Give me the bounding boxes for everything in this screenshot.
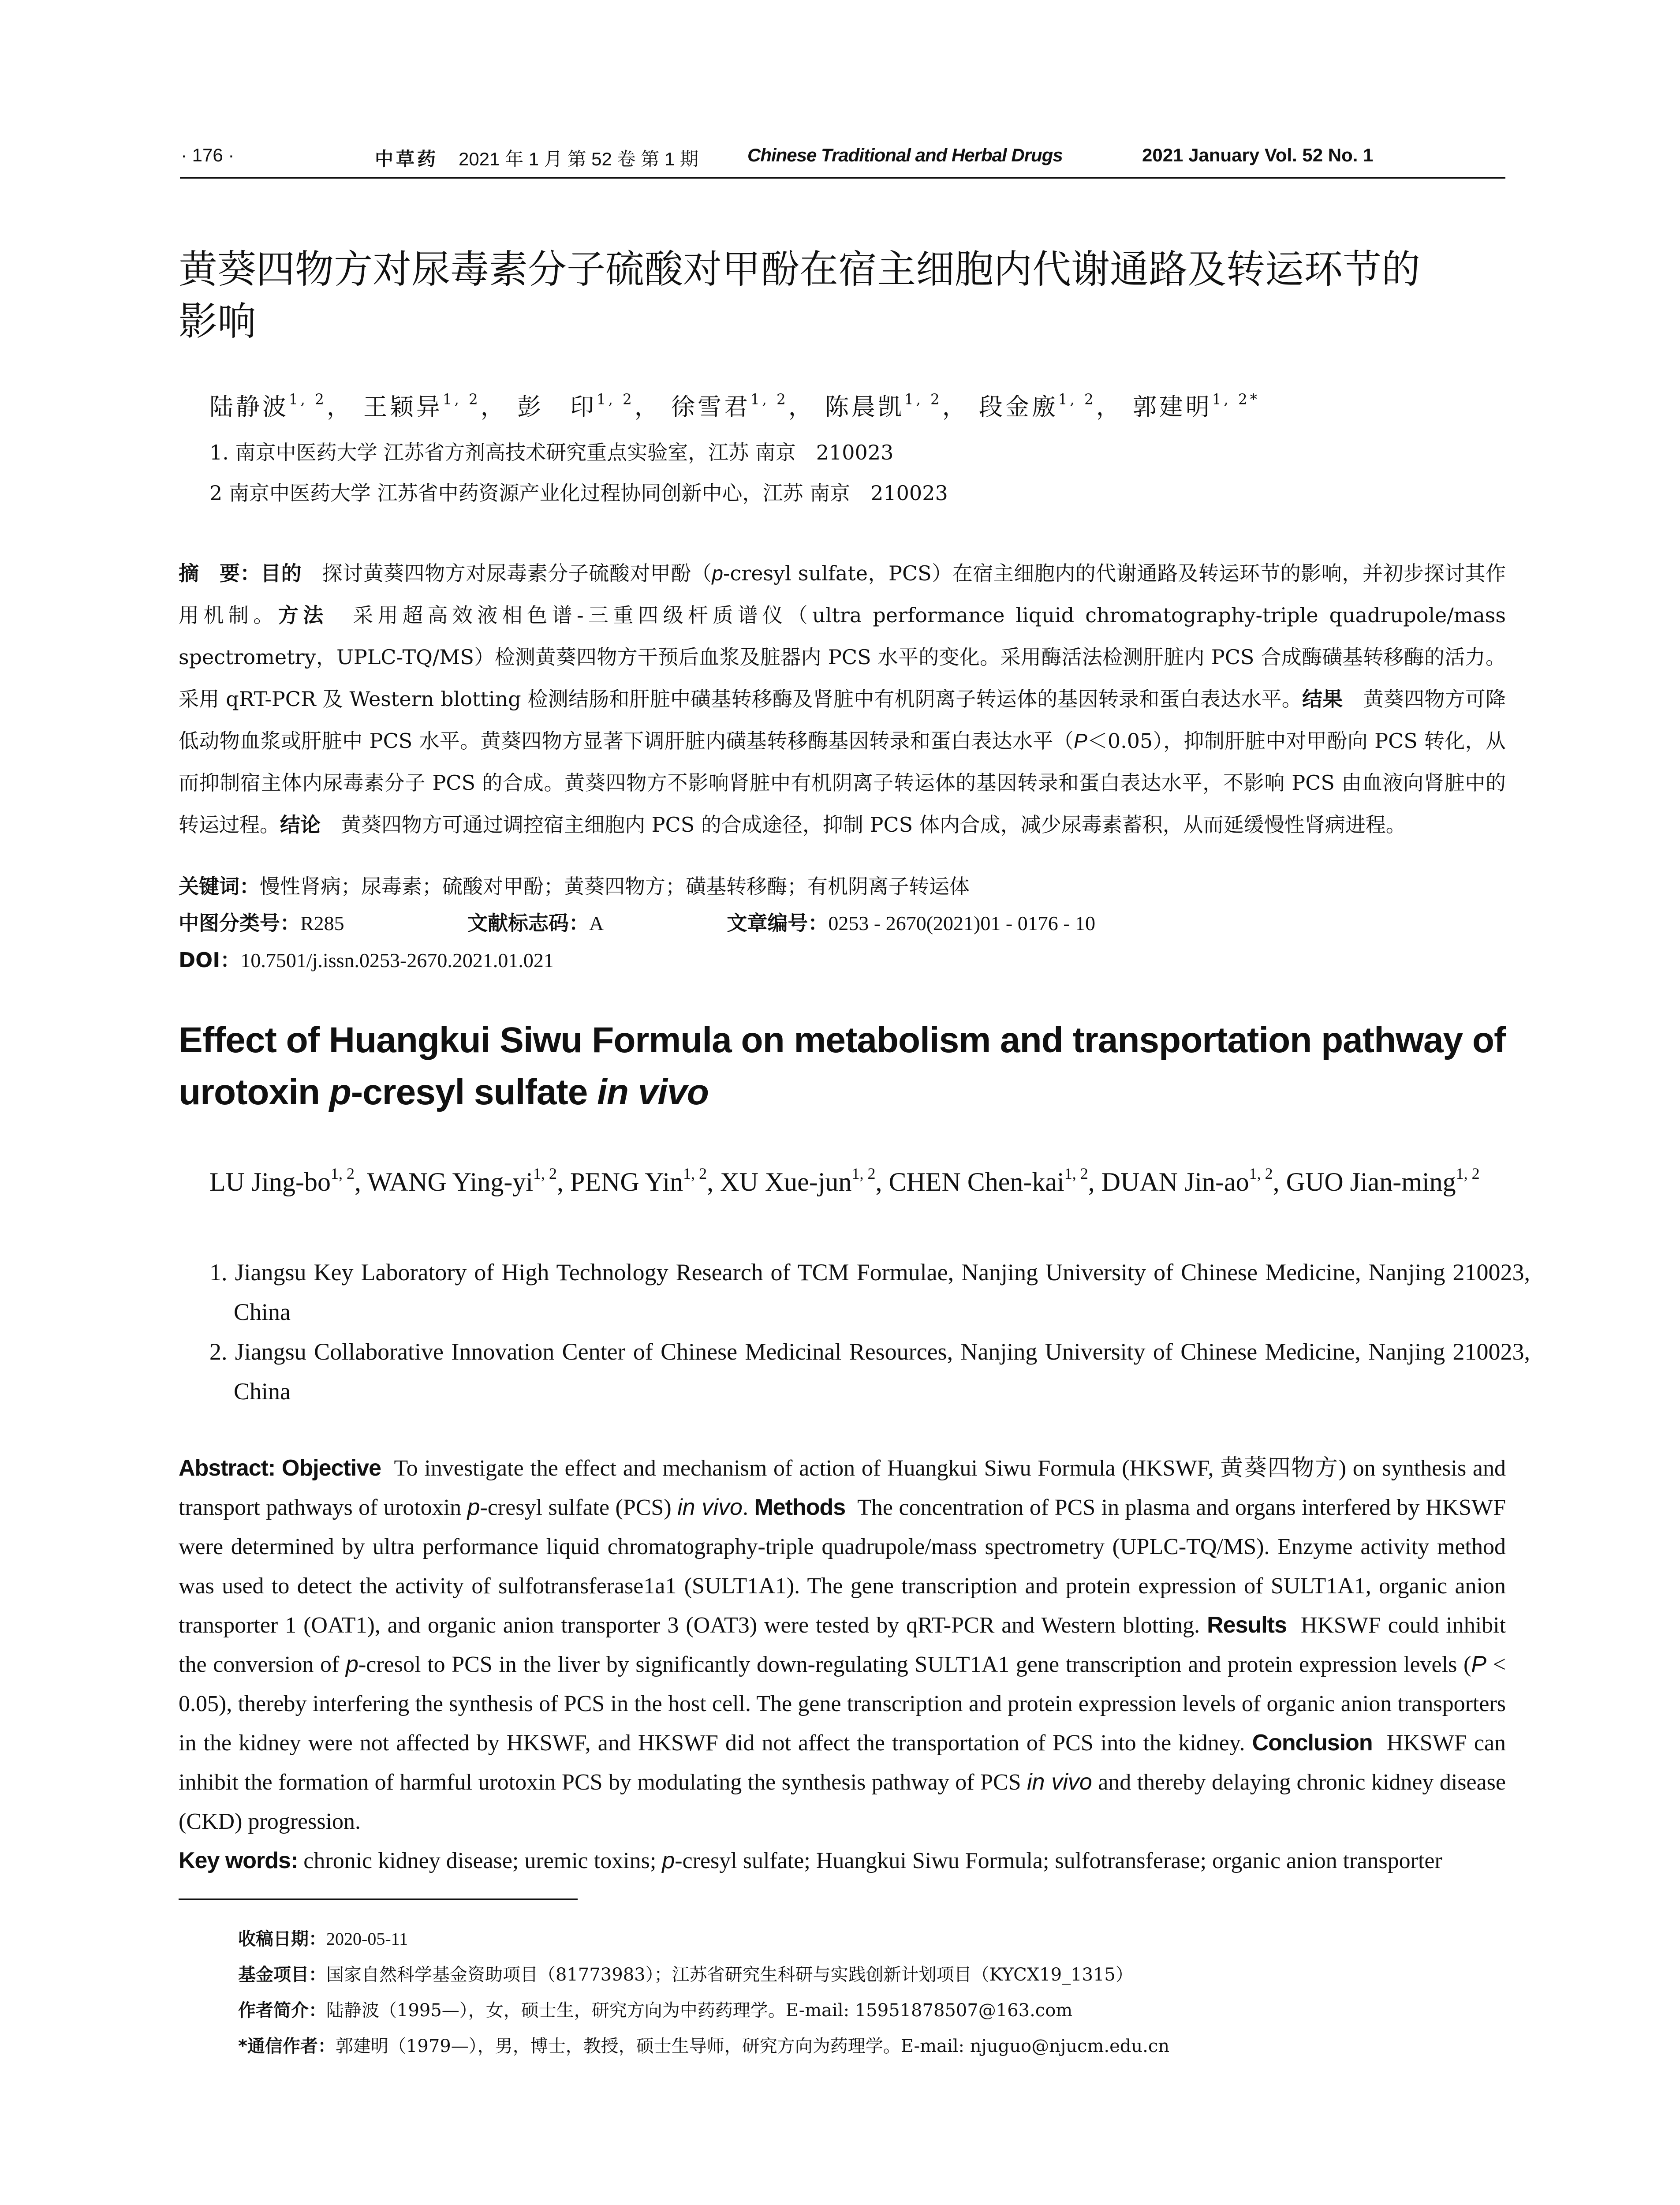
journal-name-cn: 中草药 <box>375 148 439 170</box>
footnote-text: 陆静波（1995—），女，硕士生，研究方向为中药药理学。E-mail: 15951878507@163.com <box>326 2000 1073 2021</box>
article-no-value: 0253 - 2670(2021)01 - 0176 - 10 <box>828 912 1096 934</box>
journal-name-en: Chinese Traditional and Herbal Drugs <box>747 145 1063 165</box>
en-keywords-text: chronic kidney disease; uremic toxins; <box>298 1848 662 1873</box>
cn-author: 郭建明 <box>1132 393 1212 421</box>
cn-conclusion-text: 黄葵四物方可通过调控宿主细胞内 PCS 的合成途径，抑制 PCS 体内合成，减少尿毒素蓄积，从而延缓慢性肾病进程。 <box>341 813 1406 837</box>
author-sup: 1, 2 <box>289 391 327 408</box>
author-sup: 1, 2 <box>1456 1165 1480 1182</box>
author-sup: 1, 2* <box>1212 391 1260 408</box>
en-affiliation-2: 2. Jiangsu Collaborative Innovation Center of Chinese Medicinal Resources, Nanjing University of Chinese Medicine, Nanjing 210023, China <box>209 1338 1530 1405</box>
in-vivo: in vivo <box>677 1495 743 1520</box>
en-author: LU Jing-bo <box>209 1167 331 1196</box>
italic-P: P <box>1471 1652 1486 1677</box>
en-keywords-text-b: -cresyl sulfate; Huangkui Siwu Formula; sulfotransferase; organic anion transporter <box>675 1848 1442 1873</box>
article-no-label: 文章编号： <box>727 911 829 935</box>
en-objective-text-b: -cresyl sulfate (PCS) <box>480 1495 678 1520</box>
footnote-label: 收稿日期： <box>238 1929 326 1949</box>
author-sup: 1, 2 <box>904 391 942 408</box>
en-title-text: Effect of Huangkui Siwu Formula on metabolism and transportation pathway of urotoxin <box>179 1020 1506 1112</box>
cn-objective-label: 目的 <box>261 561 302 585</box>
header-rule <box>180 177 1505 179</box>
clc-label: 中图分类号： <box>179 911 300 935</box>
en-authors: LU Jing-bo$^{1, 2}$, WANG Ying-yi$^{1, 2}$, PENG Yin$^{1, 2}$, XU Xue-jun$^{1, 2}$, CHEN Chen-kai$^{1, 2}$, DUAN Jin-ao$^{1, 2}$, GUO Jian-ming$^{1, 2}$ <box>209 1165 1480 1196</box>
en-title-in-vivo: in vivo <box>597 1072 709 1112</box>
cn-keywords <box>179 871 1506 902</box>
footnote-received <box>238 1925 408 1950</box>
en-title <box>179 1014 1506 1118</box>
footnote-text: 国家自然科学基金资助项目（81773983）；江苏省研究生科研与实践创新计划项目（KYCX19_1315） <box>326 1965 1133 1985</box>
doi-label: DOI： <box>179 948 241 972</box>
clc-value: R285 <box>300 912 344 934</box>
cn-title-line1: 黄葵四物方对尿毒素分子硫酸对甲酚在宿主细胞内代谢通路及转运环节的 <box>179 247 1421 292</box>
cn-results-text-b: ＜0.05），抑制肝脏中对甲酚向 PCS 转化，从而抑制宿主体内尿毒素分子 PCS 的合成。黄葵四物方不影响肾脏中有机阴离子转运体的基因转录和蛋白表达水平，不影响 PCS 由血液向肾脏中的转运过程。 <box>179 729 1506 837</box>
period: . <box>742 1495 748 1520</box>
en-methods-text: The concentration of PCS in plasma and organs interfered by HKSWF were determined by ultra performance liquid chromatography-triple quadrupole/mass spectrometry (UPLC-TQ/MS). Enzyme activity method was used to detect the activity of sulfotransferase1a1 (SULT1A1). The gene transcription and protein expression of SULT1A1, organic anion transporter 1 (OAT1), and organic anion transporter 3 (OAT3) were tested by qRT-PCR and Western blotting. <box>179 1495 1506 1638</box>
cn-author: 陆静波 <box>209 393 289 421</box>
footnote-author-bio <box>238 1996 1072 2022</box>
cn-affiliation-2: 2 南京中医药大学 江苏省中药资源产业化过程协同创新中心，江苏 南京 210023 <box>209 481 948 505</box>
cn-methods-label: 方法 <box>278 603 328 627</box>
en-objective-label: Objective <box>281 1455 381 1481</box>
en-author: XU Xue-jun <box>720 1167 852 1196</box>
author-sup: 1, 2 <box>533 1165 557 1182</box>
en-conclusion-text: HKSWF can inhibit the formation of harmful urotoxin PCS by modulating the synthesis pathway of PCS <box>179 1730 1506 1795</box>
cn-title-line2: 影响 <box>179 299 257 344</box>
en-author: GUO Jian-ming <box>1286 1167 1456 1196</box>
en-results-text-b: -cresol to PCS in the liver by significantly down-regulating SULT1A1 gene transcription and protein expression levels ( <box>358 1652 1471 1677</box>
footnote-funding <box>238 1961 1133 1986</box>
footnote-label: *通信作者： <box>238 2036 336 2056</box>
en-affiliation-1: 1. Jiangsu Key Laboratory of High Technology Research of TCM Formulae, Nanjing University of Chinese Medicine, Nanjing 210023, China <box>209 1259 1530 1325</box>
en-abstract-label: Abstract: <box>179 1455 276 1481</box>
en-author: WANG Ying-yi <box>367 1167 533 1196</box>
en-results-label: Results <box>1207 1612 1287 1638</box>
author-sup: 1, 2 <box>1064 1165 1088 1182</box>
author-sup: 1, 2 <box>851 1165 876 1182</box>
cn-abstract <box>179 553 1506 846</box>
cn-author: 陈晨凯 <box>825 393 904 421</box>
en-keywords-label: Key words: <box>179 1848 298 1873</box>
cn-abstract-label: 摘 要： <box>179 561 261 585</box>
cn-author: 王颖异 <box>363 393 443 421</box>
cn-results-label: 结果 <box>1302 687 1343 711</box>
cn-title <box>179 243 1506 348</box>
cn-keywords-text: 慢性肾病；尿毒素；硫酸对甲酚；黄葵四物方；磺基转移酶；有机阴离子转运体 <box>260 875 970 898</box>
italic-P: P <box>1074 729 1087 752</box>
italic-p: p <box>662 1848 675 1873</box>
en-author: CHEN Chen-kai <box>889 1167 1064 1196</box>
en-objective-text: To investigate the effect and mechanism of action of Huangkui Siwu Formula (HKSWF, 黄葵四物方) on synthesis and transport pathways of urotoxin <box>179 1456 1506 1520</box>
cn-conclusion-label: 结论 <box>280 813 321 837</box>
en-abstract <box>179 1449 1506 1880</box>
footnote-rule <box>179 1899 578 1900</box>
cn-objective-text-b: -cresyl sulfate，PCS）在宿主细胞内的代谢通路及转运环节的影响，并初步探讨其作用机制。 <box>179 561 1506 627</box>
en-author: PENG Yin <box>570 1167 683 1196</box>
cn-methods-text: 采用超高效液相色谱-三重四级杆质谱仪（ultra performance liquid chromatography-triple quadrupole/mass spectrometry，UPLC-TQ/MS）检测黄葵四物方干预后血浆及脏器内 PCS 水平的变化。采用酶活法检测肝脏内 PCS 合成酶磺基转移酶的活力。采用 qRT-PCR 及 Western blotting 检测结肠和肝脏中磺基转移酶及肾脏中有机阴离子转运体的基因转录和蛋白表达水平。 <box>179 603 1506 711</box>
italic-p: p <box>467 1495 480 1520</box>
author-sup: 1, 2 <box>596 391 635 408</box>
cn-keywords-label: 关键词： <box>179 875 260 898</box>
author-sup: 1, 2 <box>330 1165 355 1182</box>
cn-author: 徐雪君 <box>671 393 750 421</box>
footnote-text: 2020-05-11 <box>326 1929 408 1949</box>
en-author: DUAN Jin-ao <box>1101 1167 1249 1196</box>
footnote-corresponding <box>238 2032 1169 2057</box>
author-sup: 1, 2 <box>1058 391 1096 408</box>
footnote-text: 郭建明（1979—），男，博士，教授，硕士生导师，研究方向为药理学。E-mail: njuguo@njucm.edu.cn <box>335 2036 1169 2056</box>
cn-affiliation-1: 1. 南京中医药大学 江苏省方剂高技术研究重点实验室，江苏 南京 210023 <box>209 441 894 464</box>
en-methods-label: Methods <box>754 1495 846 1520</box>
en-results-text: HKSWF could inhibit the conversion of <box>179 1613 1506 1677</box>
en-conclusion-text-b: and thereby delaying chronic kidney disease (CKD) progression. <box>179 1770 1506 1834</box>
issue-en: 2021 January Vol. 52 No. 1 <box>1142 145 1374 165</box>
en-results-text-c: < 0.05), thereby interfering the synthesis of PCS in the host cell. The gene transcription and protein expression levels of organic anion transporters in the kidney were not affected by HKSWF, and HKSWF did not affect the transportation of PCS into the kidney. <box>179 1652 1506 1756</box>
footnote-label: 作者简介： <box>238 2000 326 2021</box>
issue-cn: 2021 年 1 月 第 52 卷 第 1 期 <box>459 149 698 169</box>
doi-value: 10.7501/j.issn.0253-2670.2021.01.021 <box>240 949 554 972</box>
footnote-label: 基金项目： <box>238 1965 326 1985</box>
doc-code-label: 文献标志码： <box>467 911 589 935</box>
cn-author: 段金廒 <box>978 393 1058 421</box>
author-sup: 1, 2 <box>683 1165 707 1182</box>
cn-author: 彭 印 <box>517 393 597 421</box>
author-sup: 1, 2 <box>442 391 481 408</box>
cn-classification <box>179 908 1506 939</box>
cn-objective-text: 探讨黄葵四物方对尿毒素分子硫酸对甲酚（ <box>322 561 712 585</box>
en-title-text-b: -cresyl sulfate <box>351 1072 597 1112</box>
author-sup: 1, 2 <box>1249 1165 1273 1182</box>
cn-results-text: 黄葵四物方可降低动物血浆或肝脏中 PCS 水平。黄葵四物方显著下调肝脏内磺基转移酶基因转录和蛋白表达水平（ <box>179 687 1506 753</box>
en-conclusion-label: Conclusion <box>1252 1730 1373 1756</box>
cn-authors: 陆静波$^{1, 2}$， 王颖异$^{1, 2}$， 彭 印$^{1, 2}$， 徐雪君$^{1, 2}$， 陈晨凯$^{1, 2}$， 段金廒$^{1, 2}$， 郭建明$^{1, 2*}$ <box>209 391 1260 421</box>
en-title-italic-p: p <box>329 1072 351 1112</box>
italic-p: p <box>712 562 723 585</box>
cn-doi <box>179 945 1506 976</box>
in-vivo: in vivo <box>1027 1769 1092 1795</box>
page-number: · 176 · <box>181 145 235 165</box>
author-sup: 1, 2 <box>750 391 788 408</box>
doc-code-value: A <box>589 912 604 934</box>
italic-p: p <box>346 1652 358 1677</box>
